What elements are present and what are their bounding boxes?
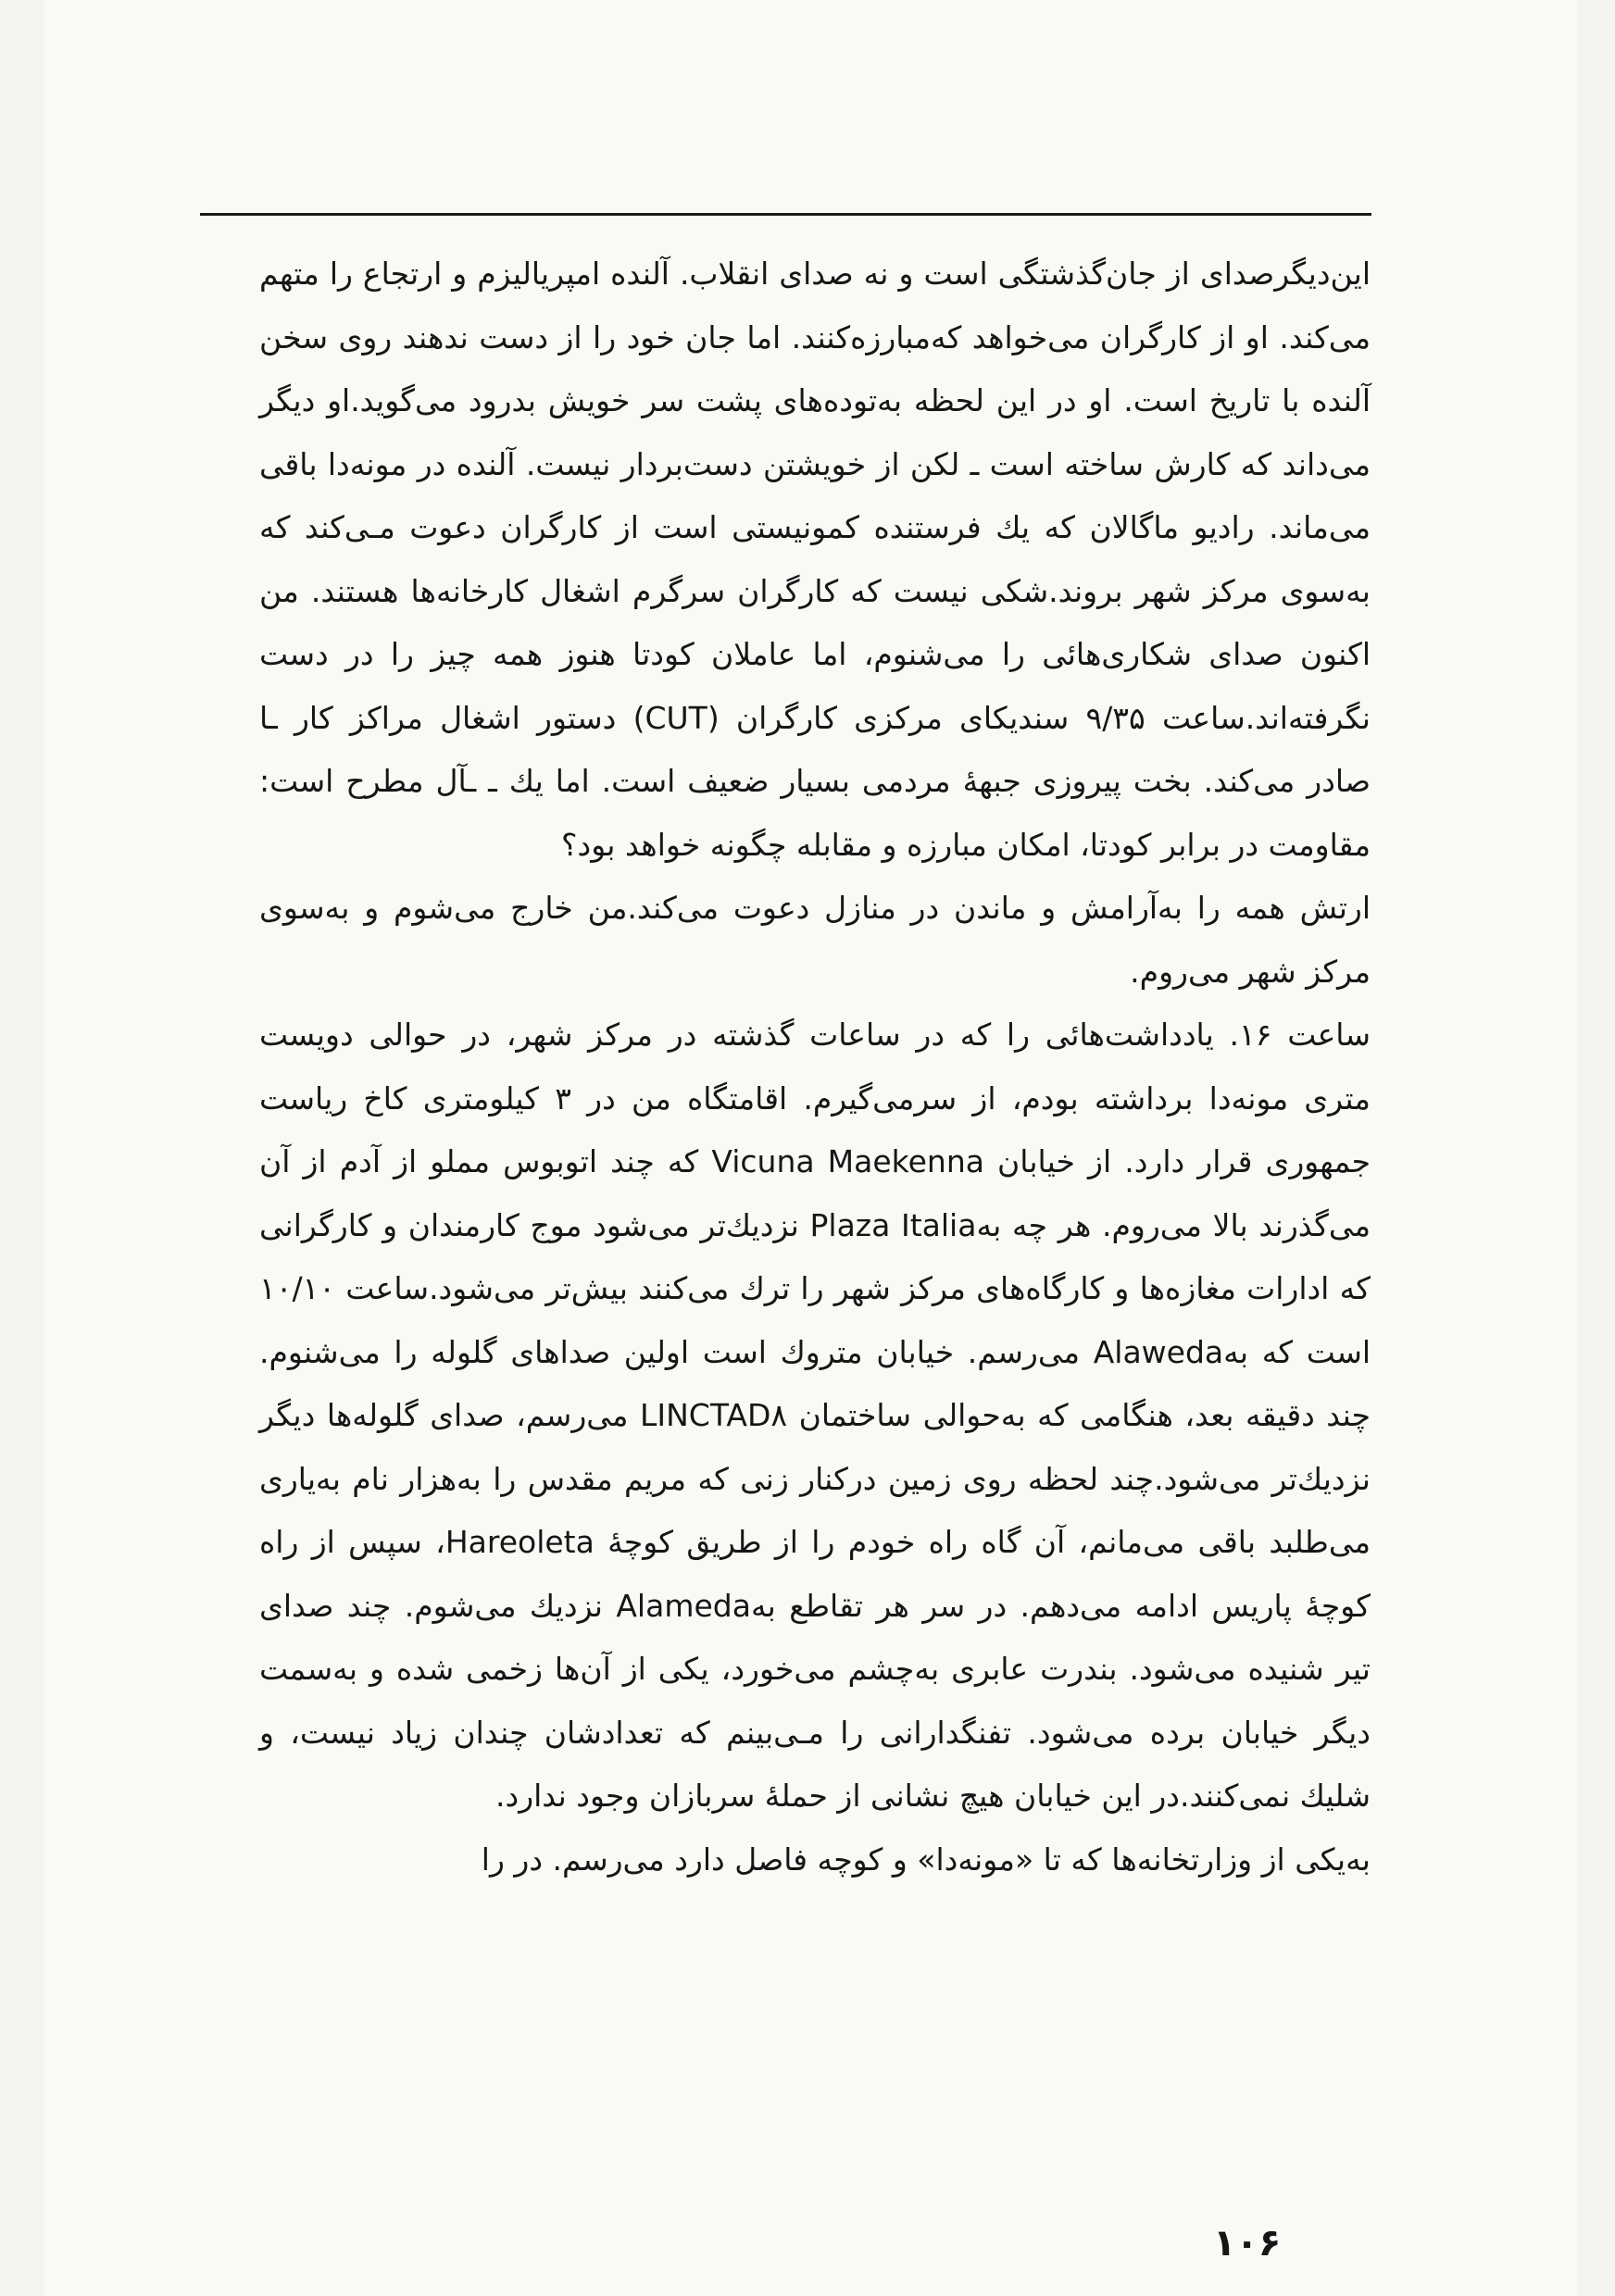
body-text — [259, 243, 1371, 1891]
paragraph-2: ارتش همه را به‌آرامش و ماندن در منازل دعوت می‌کند.من خارج می‌شوم و به‌سوی مرکز شهر می‌روم. — [259, 890, 1371, 990]
paragraph-4: به‌یکی از وزارتخانه‌ها که تا «مونه‌دا» و کوچه فاصل دارد می‌رسم. در را — [481, 1841, 1371, 1878]
page-number: ۱۰۶ — [1213, 2222, 1282, 2265]
book-page — [44, 0, 1578, 2296]
paragraph-1: این‌دیگرصدای از جان‌گذشتگی است و نه صدای انقلاب. آلنده امپریالیزم و ارتجاع را متهم می‌کند. او از کارگران می‌خواهد که‌مبارزه‌کنند. اما جان خود را از دست ندهند روی سخن آلنده با تاریخ است. او در این لحظه به‌توده‌های پشت سر خویش بدرود می‌گوید.او دیگر می‌داند که کارش ساخته است ـ لکن از خویشتن دست‌بردار نیست. آلنده در مونه‌دا باقی می‌ماند. رادیو ماگالان که یك فرستنده کمونیستی است از کارگران دعوت مـی‌کند که به‌سوی مرکز شهر بروند.شکی نیست که کارگران سرگرم اشغال کارخانه‌ها هستند. من اکنون صدای شکاری‌هائی را می‌شنوم، اما عاملان کودتا هنوز همه چیز را در دست نگرفته‌اند.ساعت ۹/۳۵ سندیکای مرکزی کارگران (CUT) دستور اشغال مراکز کار ـا صادر می‌کند. بخت پیروزی جبههٔ مردمی بسیار ضعیف است. اما یك ـ ـآل مطرح است: مقاومت در برابر کودتا، امکان مبارزه و مقابله چگونه خواهد بود؟ — [259, 256, 1371, 863]
header-rule — [200, 213, 1371, 216]
paragraph-3: ساعت ۱۶. یادداشت‌هائی را که در ساعات گذشته در مرکز شهر، در حوالی دویست متری مونه‌دا برداشته بودم، از سرمی‌گیرم. اقامتگاه من در ۳ کیلومتری کاخ ریاست جمهوری قرار دارد. از خیابان Vicuna Maekenna که چند اتوبوس مملو از آدم از آن می‌گذرند بالا می‌روم. هر چه به‌Plaza Italia نزدیك‌تر می‌شود موج کارمندان و کارگرانی که ادارات مغازه‌ها و کارگاه‌های مرکز شهر را ترك می‌کنند بیش‌تر می‌شود.ساعت ۱۰/۱۰ است که به‌Alaweda می‌رسم. خیابان متروك است اولین صداهای گلوله را می‌شنوم. چند دقیقه بعد، هنگامی که به‌حوالی ساختمان LINCTAD۸ می‌رسم، صدای گلوله‌ها دیگر نزدیك‌تر می‌شود.چند لحظه روی زمین درکنار زنی که مریم مقدس را به‌هزار نام به‌یاری می‌طلبد باقی می‌مانم، آن گاه راه خودم را از طریق کوچهٔ Hareoleta، سپس از راه کوچهٔ پاریس ادامه می‌دهم. در سر هر تقاطع به‌Alameda نزدیك می‌شوم. چند صدای تیر شنیده می‌شود. بندرت عابری به‌چشم می‌خورد، یکی از آن‌ها زخمی شده و به‌سمت دیگر خیابان برده می‌شود. تفنگدارانی را مـی‌بینم که تعدادشان چندان زیاد نیست، و شلیك نمی‌کنند.در این خیابان هیچ نشانی از حملهٔ سربازان وجود ندارد. — [259, 1017, 1371, 1814]
